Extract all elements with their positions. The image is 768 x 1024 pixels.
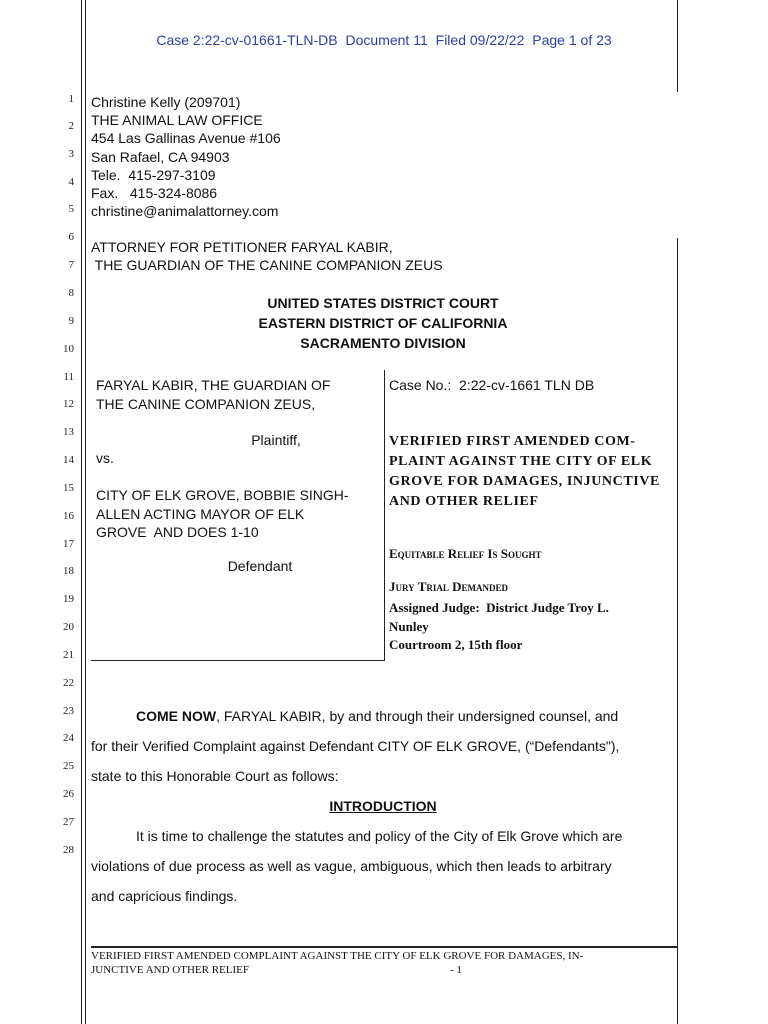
intro-line3: and capricious findings. — [91, 888, 238, 904]
line-number: 17 — [63, 538, 74, 550]
attorney-for-line1: ATTORNEY FOR PETITIONER FARYAL KABIR, — [91, 239, 393, 255]
line-number: 2 — [68, 120, 74, 132]
come-now-line1 — [136, 701, 676, 731]
line-number: 14 — [63, 454, 74, 466]
line-number: 18 — [63, 565, 74, 577]
come-now-bold: COME NOW — [136, 708, 217, 724]
intro-line2: violations of due process as well as vague, ambiguous, which then leads to arbitrary — [91, 858, 612, 874]
line-number: 11 — [63, 371, 74, 383]
court-name: UNITED STATES DISTRICT COURT — [267, 295, 499, 311]
line-number: 19 — [63, 593, 74, 605]
caption-left — [96, 376, 376, 413]
case-number: Case No.: 2:22-cv-1661 TLN DB — [389, 377, 595, 393]
plaintiff-name-line1: FARYAL KABIR, THE GUARDIAN OF — [96, 377, 331, 393]
city-state-zip: San Rafael, CA 94903 — [91, 148, 230, 165]
left-margin-rule-outer — [81, 0, 82, 1024]
line-number: 9 — [68, 315, 74, 327]
assigned-judge-line2: Nunley — [389, 619, 429, 634]
header-filed-date: Filed 09/22/22 — [435, 32, 525, 48]
attorney-for-line2: THE GUARDIAN OF THE CANINE COMPANION ZEUS — [91, 257, 443, 274]
footer-page-number: - 1 — [450, 964, 462, 976]
line-number: 5 — [68, 203, 74, 215]
header-page-count: Page 1 of 23 — [532, 32, 612, 48]
division-name: SACRAMENTO DIVISION — [300, 335, 466, 351]
line-number: 27 — [63, 816, 74, 828]
line-number: 4 — [68, 176, 74, 188]
district-name: EASTERN DISTRICT OF CALIFORNIA — [258, 315, 508, 331]
attorney-name: Christine Kelly (209701) — [91, 94, 241, 110]
line-number: 20 — [63, 621, 74, 633]
header-document-number: Document 11 — [345, 32, 428, 48]
plaintiff-name-line2: THE CANINE COMPANION ZEUS, — [96, 395, 316, 412]
document-title-line4: AND OTHER RELIEF — [389, 494, 539, 509]
line-number: 13 — [63, 426, 74, 438]
line-number: 6 — [68, 231, 74, 243]
equitable-relief-note: Equitable Relief Is Sought — [389, 546, 542, 561]
caption-divider — [384, 370, 385, 660]
plaintiff-label: Plaintiff, — [251, 432, 301, 448]
line-number: 26 — [63, 788, 74, 800]
footer-line2: JUNCTIVE AND OTHER RELIEF — [91, 964, 249, 976]
header-case-number: Case 2:22-cv-01661-TLN-DB — [156, 32, 338, 48]
line-number: 24 — [63, 732, 74, 744]
jury-trial-note: Jury Trial Demanded — [389, 579, 509, 594]
assigned-judge-line1: Assigned Judge: District Judge Troy L. — [389, 600, 609, 615]
assigned-judge — [389, 598, 674, 636]
document-title-line1: VERIFIED FIRST AMENDED COM- — [389, 434, 636, 449]
come-now-line2: for their Verified Complaint against Defendant CITY OF ELK GROVE, (“Defendants"), — [91, 738, 620, 754]
intro-line1: It is time to challenge the statutes and policy of the City of Elk Grove which are — [136, 828, 623, 844]
courtroom: Courtroom 2, 15th floor — [389, 637, 523, 652]
come-now-line3: state to this Honorable Court as follows: — [91, 768, 339, 784]
fax: Fax. 415-324-8086 — [91, 185, 218, 202]
defendant-label: Defendant — [227, 558, 293, 574]
introduction-heading — [91, 791, 675, 821]
left-margin-rule-inner — [85, 0, 86, 1024]
line-number: 22 — [63, 677, 74, 689]
telephone: Tele. 415-297-3109 — [91, 166, 216, 183]
line-number: 15 — [63, 482, 74, 494]
defendant-names — [96, 486, 381, 542]
footer-rule — [91, 946, 677, 948]
attorney-block — [91, 93, 651, 220]
line-number: 23 — [63, 705, 74, 717]
line-number: 16 — [63, 510, 74, 522]
line-number: 1 — [68, 93, 74, 105]
defendant-name-line1: CITY OF ELK GROVE, BOBBIE SINGH- — [96, 487, 349, 503]
line-number: 8 — [68, 287, 74, 299]
document-title-line3: GROVE FOR DAMAGES, INJUNCTIVE — [389, 474, 660, 489]
line-number: 10 — [63, 343, 74, 355]
line-number: 12 — [63, 398, 74, 410]
court-title-block — [91, 293, 675, 353]
street-address: 454 Las Gallinas Avenue #106 — [91, 130, 281, 147]
line-number: 21 — [63, 649, 74, 661]
document-title — [389, 432, 671, 512]
line-number: 7 — [68, 259, 74, 271]
vs-label: vs. — [96, 450, 114, 466]
attorney-for-block — [91, 238, 671, 274]
caption-bottom-rule — [91, 660, 385, 661]
defendant-name-line3: GROVE AND DOES 1-10 — [96, 524, 259, 540]
email: christine@animalattorney.com — [91, 203, 279, 220]
footer-line1: VERIFIED FIRST AMENDED COMPLAINT AGAINST THE CITY OF ELK GROVE FOR DAMAGES, IN- — [91, 950, 584, 962]
right-margin-rule-bottom — [677, 238, 678, 1024]
come-now-rest: , FARYAL KABIR, by and through their undersigned counsel, and — [216, 708, 619, 724]
introduction-heading-text: INTRODUCTION — [329, 798, 437, 814]
line-number: 25 — [63, 760, 74, 772]
document-title-line2: PLAINT AGAINST THE CITY OF ELK — [389, 454, 653, 469]
defendant-name-line2: ALLEN ACTING MAYOR OF ELK — [96, 505, 305, 522]
line-number: 3 — [68, 148, 74, 160]
line-number: 28 — [63, 844, 74, 856]
law-office-name: THE ANIMAL LAW OFFICE — [91, 112, 263, 129]
filing-header — [0, 32, 768, 48]
